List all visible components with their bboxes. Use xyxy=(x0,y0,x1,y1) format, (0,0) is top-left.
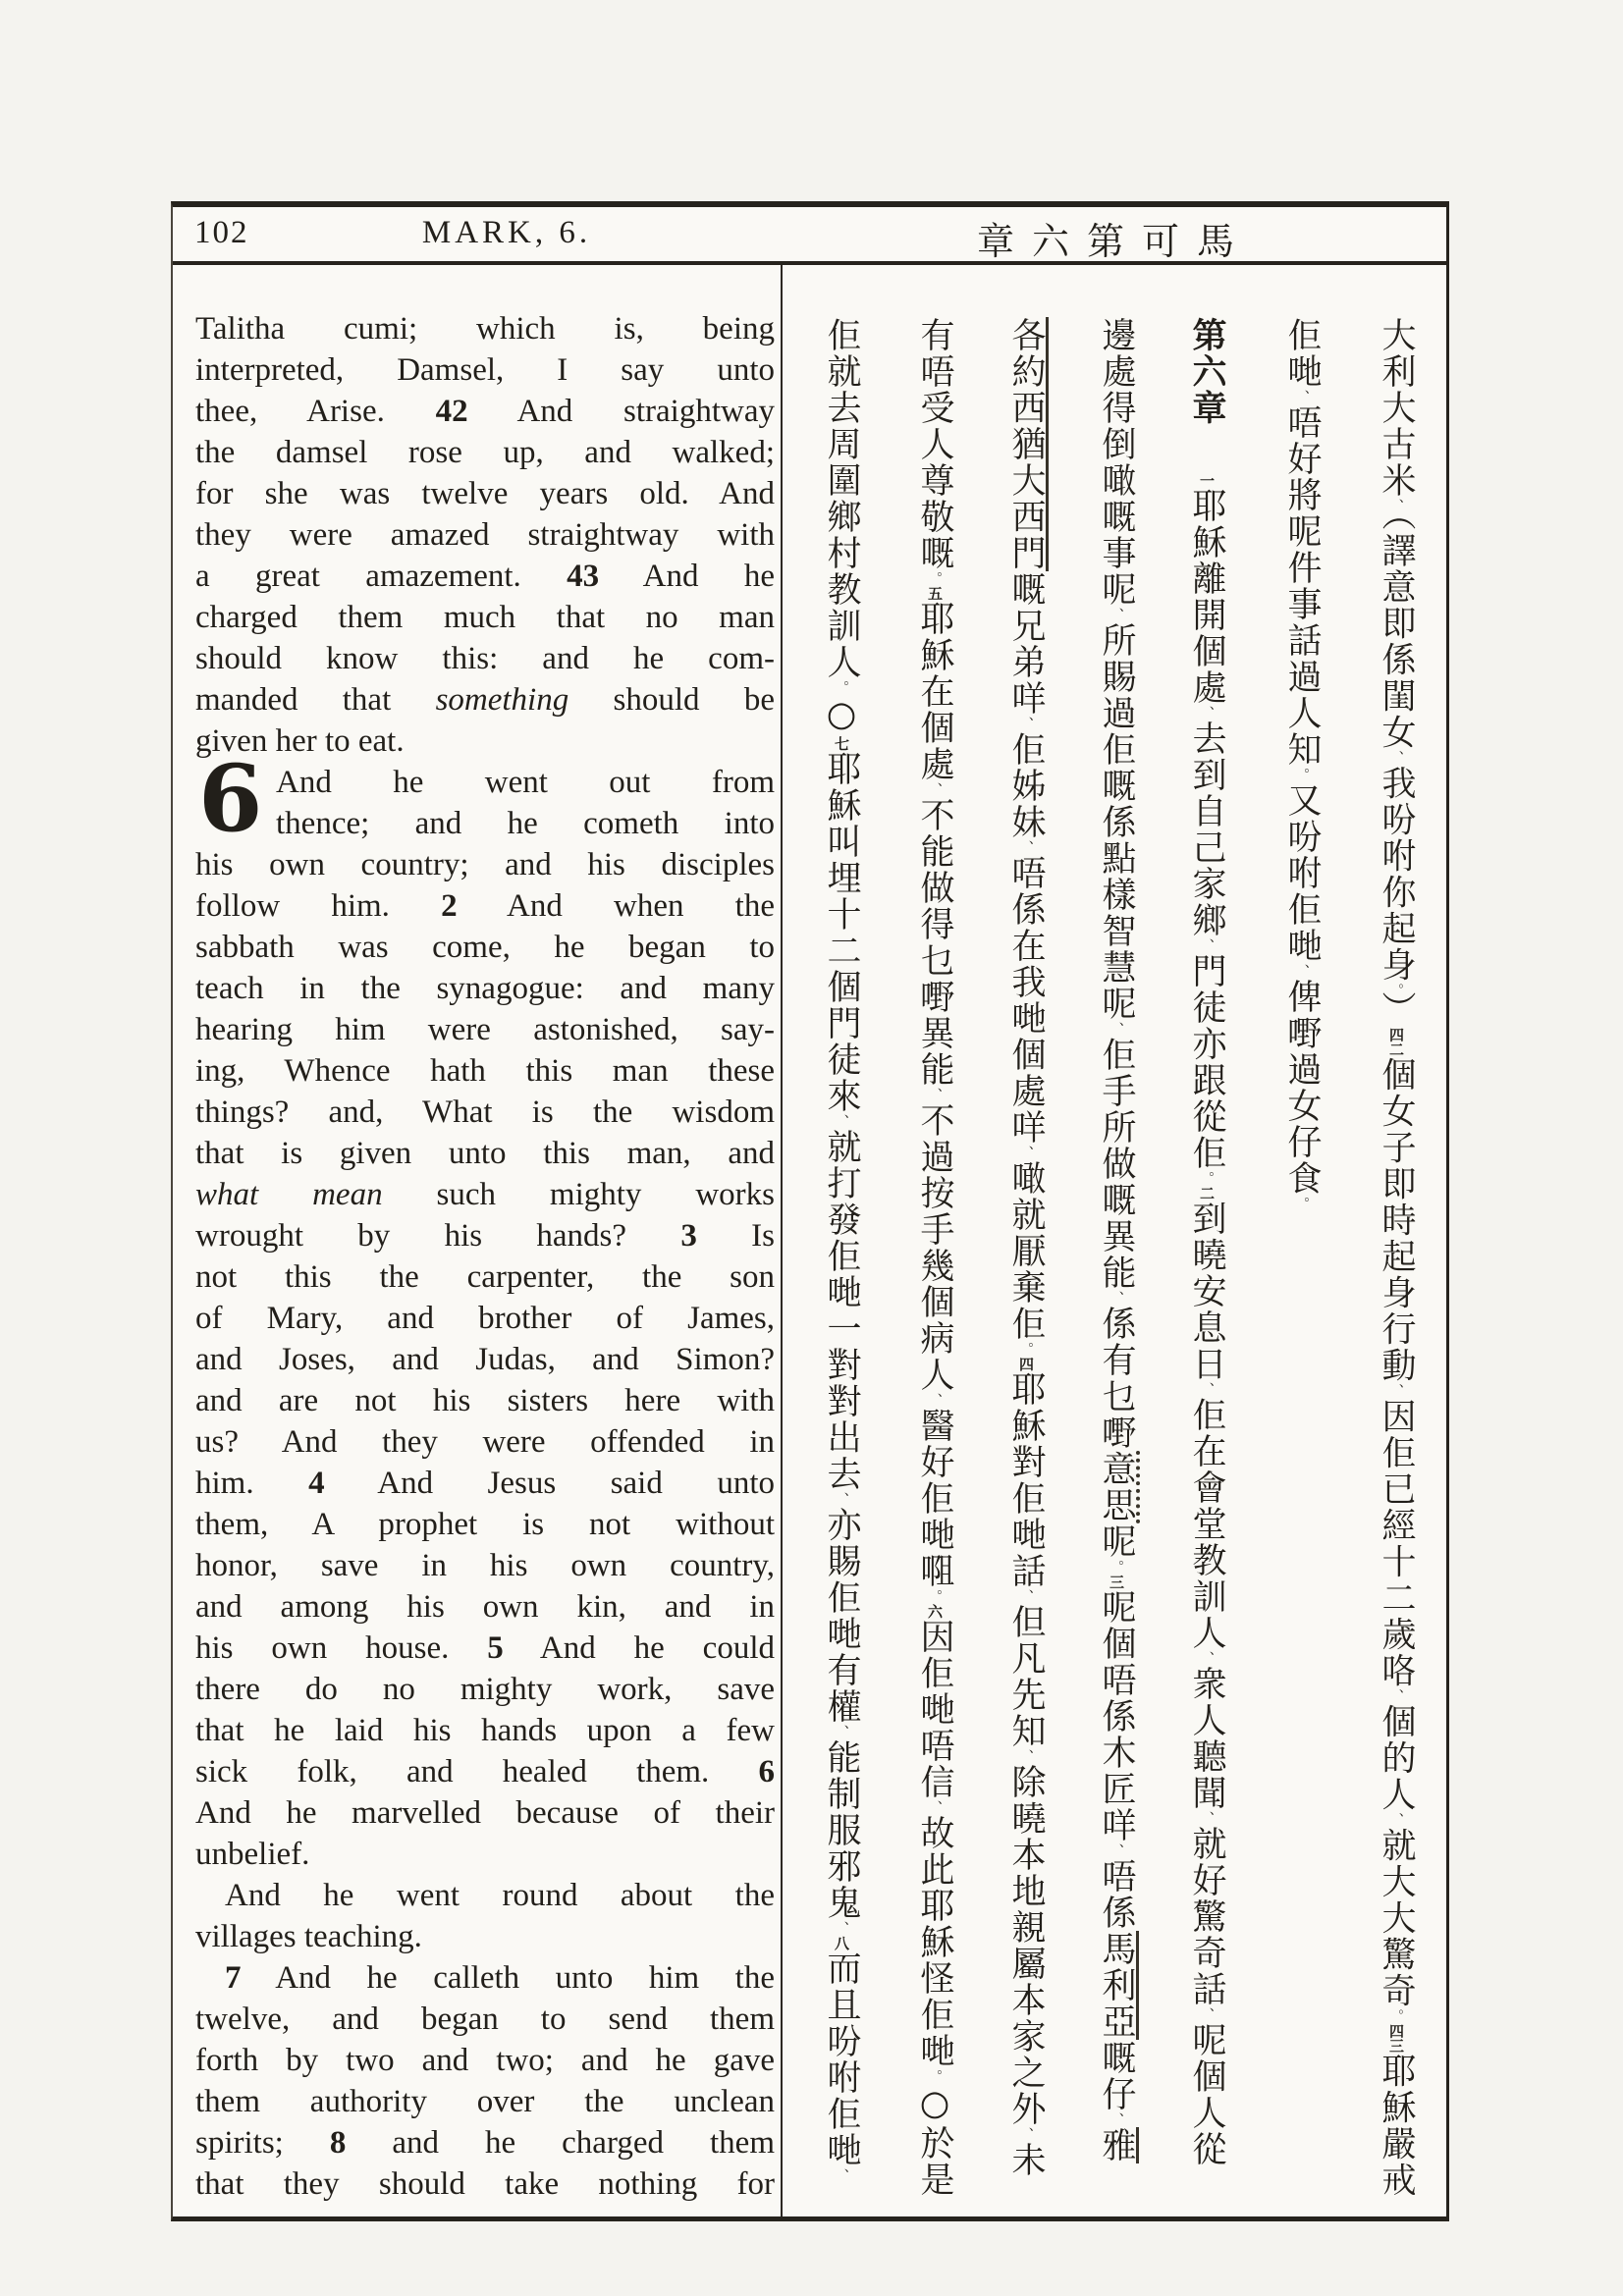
text-run: hearing him were astonished, say- xyxy=(195,1012,775,1047)
proper-name-mark: 雅 xyxy=(1097,2127,1139,2163)
text-run: sick folk, and healed them. xyxy=(195,1754,759,1789)
text-run: 唔好將呢件事話過人知 xyxy=(1282,404,1322,768)
punctuation-mark: 、 xyxy=(1388,1688,1404,1704)
punctuation-mark: 。 xyxy=(1388,2008,1404,2024)
text-run: 去到自己家鄉 xyxy=(1187,721,1226,938)
text-run: And he went round about the xyxy=(225,1878,775,1913)
punctuation-mark: 、 xyxy=(1018,840,1034,855)
chinese-column-6 xyxy=(905,317,964,2227)
english-text-line xyxy=(195,473,775,514)
text-run: of Mary, and brother of James, xyxy=(195,1301,775,1336)
punctuation-mark: 。 xyxy=(1109,1560,1124,1575)
text-run: 我吩咐你起身 xyxy=(1377,765,1416,984)
text-run: And straightway xyxy=(467,394,775,429)
text-run: us? And they were offended in xyxy=(195,1424,775,1460)
page-number: 102 xyxy=(194,215,249,250)
text-run: unbelief. xyxy=(195,1837,310,1872)
punctuation-mark: 、 xyxy=(834,2168,849,2183)
english-text-line xyxy=(195,1174,775,1215)
text-run: 耶穌嚴戒 xyxy=(1377,2053,1416,2199)
text-run: 因佢哋唔信 xyxy=(915,1619,954,1800)
text-run: thee, Arise. xyxy=(195,394,436,429)
text-run: interpreted, Damsel, I say unto xyxy=(195,352,775,388)
punctuation-mark: 。 xyxy=(927,571,943,586)
text-run: not this the carpenter, the son xyxy=(195,1259,775,1295)
column-divider-rule xyxy=(781,265,783,2216)
text-run: Is xyxy=(696,1218,775,1254)
proper-name-mark: 西門 xyxy=(1006,499,1049,571)
text-run: 因佢已經十二歲咯 xyxy=(1377,1398,1416,1689)
text-run: 呢個唔係木匠咩 xyxy=(1097,1589,1136,1843)
text-run: that is given unto this man, and xyxy=(195,1136,775,1171)
text-run: such mighty works xyxy=(382,1177,775,1212)
verse-number-marker: 四二 xyxy=(1387,1027,1405,1057)
punctuation-mark: 、 xyxy=(1388,1812,1404,1828)
text-run: them authority over the unclean xyxy=(195,2084,775,2119)
text-run: follow him. xyxy=(195,888,442,924)
text-run: 不過按手幾個病人 xyxy=(915,1102,954,1393)
english-text-line xyxy=(195,721,775,762)
verse-number: 2 xyxy=(441,888,458,924)
proper-name-mark: 約西 xyxy=(1006,353,1049,426)
text-run: Talitha cumi; which is, being xyxy=(195,311,775,347)
english-text-line xyxy=(195,1792,775,1834)
english-text-line xyxy=(195,1215,775,1256)
text-run: should know this: and he com- xyxy=(195,641,775,676)
text-run: 門徒亦跟從佢 xyxy=(1187,953,1226,1171)
punctuation-mark: 、 xyxy=(1199,1811,1215,1826)
text-run: 佢姊妹 xyxy=(1006,731,1046,840)
proper-name-mark: 各 xyxy=(1006,317,1049,353)
english-text-line xyxy=(195,1298,775,1339)
english-text-line xyxy=(195,844,775,885)
text-run: and he charged them xyxy=(346,2125,775,2161)
punctuation-mark: 、 xyxy=(1018,1146,1034,1160)
text-run: that he laid his hands upon a few xyxy=(195,1713,775,1748)
text-run: 唔係在我哋個處咩 xyxy=(1006,855,1046,1146)
text-run: sabbath was come, he began to xyxy=(195,930,775,965)
english-text-line xyxy=(195,349,775,391)
text-run: his own country; and his disciples xyxy=(195,847,775,882)
punctuation-mark: 、 xyxy=(927,1088,943,1102)
punctuation-mark: 、 xyxy=(1109,608,1124,622)
chapter-heading: 第六章 xyxy=(1187,317,1227,426)
english-text-line xyxy=(195,1463,775,1504)
english-text-line xyxy=(195,1999,775,2040)
english-text-line xyxy=(195,1957,775,1999)
punctuation-mark: 、 xyxy=(834,1725,849,1739)
english-text-line xyxy=(195,1504,775,1545)
english-text-line xyxy=(195,1380,775,1421)
text-run: And he xyxy=(599,559,775,594)
text-run: 就打發佢哋一對對出去 xyxy=(822,1129,861,1492)
chinese-column-3 xyxy=(1177,317,1236,2227)
text-run: spirits; xyxy=(195,2125,330,2161)
text-run: honor, save in his own country, xyxy=(195,1548,775,1583)
english-text-line xyxy=(195,1009,775,1050)
verse-number-marker: 四三 xyxy=(1387,2023,1405,2054)
text-run: And when the xyxy=(457,888,775,924)
text-run: charged them much that no man xyxy=(195,600,775,635)
text-run: 故此耶穌怪佢哋 xyxy=(915,1815,954,2069)
punctuation-mark: 、 xyxy=(834,1492,849,1507)
text-run: 醫好佢哋唨 xyxy=(915,1408,954,1589)
punctuation-mark: 。 xyxy=(834,680,849,695)
chinese-column-4 xyxy=(1087,317,1146,2227)
english-text-line xyxy=(195,1751,775,1792)
english-text-line xyxy=(195,514,775,556)
text-run: they were amazed straightway with xyxy=(195,517,775,553)
page-header xyxy=(173,207,1446,265)
text-run: 耶穌離開個處 xyxy=(1187,488,1226,706)
punctuation-mark: 、 xyxy=(1018,2127,1034,2142)
punctuation-mark: 、 xyxy=(1109,1291,1124,1306)
text-run: 呢個人從 xyxy=(1187,2022,1226,2167)
text-run: and Joses, and Judas, and Simon? xyxy=(195,1342,775,1377)
text-run: 呢 xyxy=(1097,1523,1136,1560)
punctuation-mark: 。 xyxy=(1018,1342,1034,1357)
punctuation-mark: 。 xyxy=(1199,1171,1215,1186)
verse-number-marker: 五 xyxy=(926,586,944,601)
text-run: that they should take nothing for xyxy=(195,2166,775,2202)
text-run: 所賜過佢嘅係點樣智慧呢 xyxy=(1097,622,1136,1022)
verse-number-marker: 八 xyxy=(833,1936,850,1950)
text-run: 而且吩咐佢哋 xyxy=(822,1950,861,2168)
text-run: 衆人聽聞 xyxy=(1187,1666,1226,1811)
english-text-line xyxy=(195,1669,775,1710)
english-text-line xyxy=(195,2122,775,2163)
text-run: ） xyxy=(1377,990,1416,1028)
text-run: 到曉安息日 xyxy=(1187,1201,1226,1382)
text-run: him. xyxy=(195,1466,309,1501)
verse-number-marker: 七 xyxy=(833,736,850,751)
text-run: manded that xyxy=(195,682,436,718)
text-run: a great amazement. xyxy=(195,559,568,594)
punctuation-mark: 、 xyxy=(1109,1843,1124,1858)
text-run: 又吩咐佢哋 xyxy=(1282,782,1322,964)
english-text-line xyxy=(195,2040,775,2081)
text-run: 耶穌叫埋十二個門徒來 xyxy=(822,751,861,1114)
punctuation-mark: 、 xyxy=(1199,706,1215,721)
verse-number: 8 xyxy=(329,2125,347,2161)
text-run: 有唔受人尊敬嘅 xyxy=(915,317,954,571)
text-run: 俾嘢過女仔食 xyxy=(1282,979,1322,1197)
english-text-line xyxy=(195,1339,775,1380)
text-run: And he calleth unto him the xyxy=(241,1960,775,1996)
punctuation-mark: 、 xyxy=(1388,499,1404,513)
text-run: And he went out from xyxy=(276,765,775,800)
punctuation-mark: 。 xyxy=(1388,983,1404,991)
italic-word: something xyxy=(435,682,569,718)
text-run: villages teaching. xyxy=(195,1919,422,1954)
text-run: 邊處得倒噉嘅事呢 xyxy=(1097,317,1136,608)
verse-number: 42 xyxy=(435,394,468,429)
chinese-column-7 xyxy=(812,317,871,2227)
punctuation-mark: 、 xyxy=(1018,1589,1034,1604)
text-run: 但凡先知 xyxy=(1006,1604,1046,1749)
punctuation-mark: 、 xyxy=(834,1921,849,1936)
text-run: should be xyxy=(568,682,775,718)
verse-number: 3 xyxy=(680,1218,697,1254)
chinese-column-1 xyxy=(1367,317,1426,2227)
punctuation-mark: 、 xyxy=(1109,1022,1124,1037)
text-run: And he marvelled because of their xyxy=(195,1795,775,1831)
punctuation-mark: 、 xyxy=(1199,1651,1215,1666)
text-run: 唔係 xyxy=(1097,1858,1136,1931)
punctuation-mark: 、 xyxy=(1199,2007,1215,2022)
verse-number: 43 xyxy=(567,559,600,594)
english-text-line xyxy=(195,1628,775,1669)
text-run: 耶穌在個處 xyxy=(915,601,954,782)
text-run: 耶穌對佢哋話 xyxy=(1006,1371,1046,1589)
running-title-chinese: 章六第可馬 xyxy=(976,220,1252,263)
text-run: 個女子即時起身行動 xyxy=(1377,1056,1416,1384)
punctuation-mark: 、 xyxy=(1109,2112,1124,2127)
punctuation-mark: 、 xyxy=(1294,964,1310,979)
punctuation-mark: 、 xyxy=(1388,1383,1404,1399)
punctuation-mark: 、 xyxy=(927,1800,943,1815)
text-run: wrought by his hands? xyxy=(195,1218,681,1254)
punctuation-mark: 、 xyxy=(1294,390,1310,404)
text-run: 嘅兄弟咩 xyxy=(1006,571,1046,717)
punctuation-mark: 、 xyxy=(1388,750,1404,766)
chinese-column-5 xyxy=(997,317,1055,2227)
text-run: and are not his sisters here with xyxy=(195,1383,775,1418)
verse-number: 5 xyxy=(487,1630,504,1666)
page-body xyxy=(173,265,1446,2216)
text-run: And Jesus said unto xyxy=(324,1466,776,1501)
punctuation-mark: 、 xyxy=(1018,717,1034,731)
chinese-column-2 xyxy=(1272,317,1331,2227)
english-text-line xyxy=(195,556,775,597)
english-text-line xyxy=(195,391,775,432)
english-text-line xyxy=(195,597,775,638)
english-text-line xyxy=(195,1421,775,1463)
punctuation-mark: 。 xyxy=(1294,1197,1310,1211)
punctuation-mark: 。 xyxy=(927,1589,943,1604)
page-frame xyxy=(171,201,1449,2221)
text-run: ing, Whence hath this man these xyxy=(195,1053,775,1089)
english-text-line xyxy=(195,1092,775,1133)
text-run: twelve, and began to send them xyxy=(195,2002,775,2037)
text-run: 就好驚奇話 xyxy=(1187,1826,1226,2007)
text-run: for she was twelve years old. And xyxy=(195,476,775,511)
section-ring: ○ xyxy=(915,2084,954,2125)
text-run: 佢就去周圍鄉村教訓人 xyxy=(822,317,861,680)
english-text-line xyxy=(195,2163,775,2205)
text-run: 個的人 xyxy=(1377,1703,1416,1813)
text-run: And he could xyxy=(503,1630,775,1666)
english-text-column xyxy=(195,308,775,2205)
text-run: 能制服邪鬼 xyxy=(822,1739,861,1921)
punctuation-mark: 、 xyxy=(1199,1382,1215,1397)
text-run: 不能做得乜嘢異能 xyxy=(915,797,954,1088)
text-run: 譯意即係閨女 xyxy=(1377,532,1416,751)
punctuation-mark: 、 xyxy=(1018,1749,1034,1764)
english-text-line xyxy=(195,1256,775,1298)
punctuation-mark: 、 xyxy=(834,1114,849,1129)
verse-number: 7 xyxy=(225,1960,242,1996)
text-run: 佢在會堂教訓人 xyxy=(1187,1397,1226,1651)
text-run: 佢哋 xyxy=(1282,317,1322,390)
column-gap xyxy=(1206,426,1208,473)
text-run: there do no mighty work, save xyxy=(195,1672,775,1707)
text-run: 大利大古米 xyxy=(1377,317,1416,499)
english-text-line xyxy=(195,927,775,968)
text-run: 係有乜嘢 xyxy=(1097,1306,1136,1451)
english-text-line xyxy=(195,1050,775,1092)
english-text-line xyxy=(195,1916,775,1957)
text-run: 除曉本地親屬本家之外 xyxy=(1006,1764,1046,2127)
punctuation-mark: 、 xyxy=(1199,938,1215,953)
text-run: forth by two and two; and he gave xyxy=(195,2043,775,2078)
section-ring: ○ xyxy=(822,695,861,736)
english-text-line xyxy=(195,968,775,1009)
text-run: （ xyxy=(1377,513,1416,533)
text-run: thence; and he cometh into xyxy=(276,806,775,841)
punctuation-mark: 、 xyxy=(927,1393,943,1408)
italic-word: what mean xyxy=(195,1177,383,1212)
text-run: 於是 xyxy=(915,2125,954,2198)
verse-number-marker: 四 xyxy=(1017,1357,1035,1371)
english-text-line xyxy=(195,1710,775,1751)
english-text-line xyxy=(195,679,775,721)
text-run: 噉就厭棄佢 xyxy=(1006,1160,1046,1342)
verse-number-marker: 二 xyxy=(1198,1186,1216,1201)
text-run: 未 xyxy=(1006,2142,1046,2178)
punctuation-mark: 。 xyxy=(1294,768,1310,782)
english-text-line xyxy=(195,803,775,844)
punctuation-mark: 。 xyxy=(927,2069,943,2084)
english-text-line xyxy=(195,1834,775,1875)
english-text-line xyxy=(195,1133,775,1174)
proper-name-mark: 猶大 xyxy=(1006,426,1049,499)
verse-number-marker: 一 xyxy=(1198,473,1216,488)
text-run: given her to eat. xyxy=(195,723,405,759)
emphasis-dots: 意思 xyxy=(1097,1451,1140,1523)
text-run: the damsel rose up, and walked; xyxy=(195,435,775,470)
english-text-line xyxy=(195,885,775,927)
english-text-line xyxy=(195,762,775,803)
text-run: and among his own kin, and in xyxy=(195,1589,775,1625)
punctuation-mark: 、 xyxy=(927,782,943,797)
english-text-line xyxy=(195,638,775,679)
english-text-line xyxy=(195,1545,775,1586)
verse-number: 4 xyxy=(308,1466,325,1501)
english-text-line xyxy=(195,1586,775,1628)
text-run: his own house. xyxy=(195,1630,488,1666)
text-run: 佢手所做嘅異能 xyxy=(1097,1037,1136,1291)
english-text-line xyxy=(195,2081,775,2122)
verse-number-marker: 六 xyxy=(926,1604,944,1619)
english-text-line xyxy=(195,308,775,349)
verse-number: 6 xyxy=(758,1754,775,1789)
text-run: 嘅仔 xyxy=(1097,2040,1136,2112)
english-text-line xyxy=(195,432,775,473)
text-run: 亦賜佢哋有權 xyxy=(822,1507,861,1725)
english-text-line xyxy=(195,1875,775,1916)
text-run: things? and, What is the wisdom xyxy=(195,1095,775,1130)
text-run: them, A prophet is not without xyxy=(195,1507,775,1542)
verse-number-marker: 三 xyxy=(1108,1575,1125,1589)
chapter-number-dropcap: 6 xyxy=(198,745,263,853)
proper-name-mark: 馬利亞 xyxy=(1097,1931,1139,2040)
text-run: teach in the synagogue: and many xyxy=(195,971,775,1006)
running-title-english: MARK, 6. xyxy=(421,215,592,250)
text-run: 就大大驚奇 xyxy=(1377,1827,1416,2009)
